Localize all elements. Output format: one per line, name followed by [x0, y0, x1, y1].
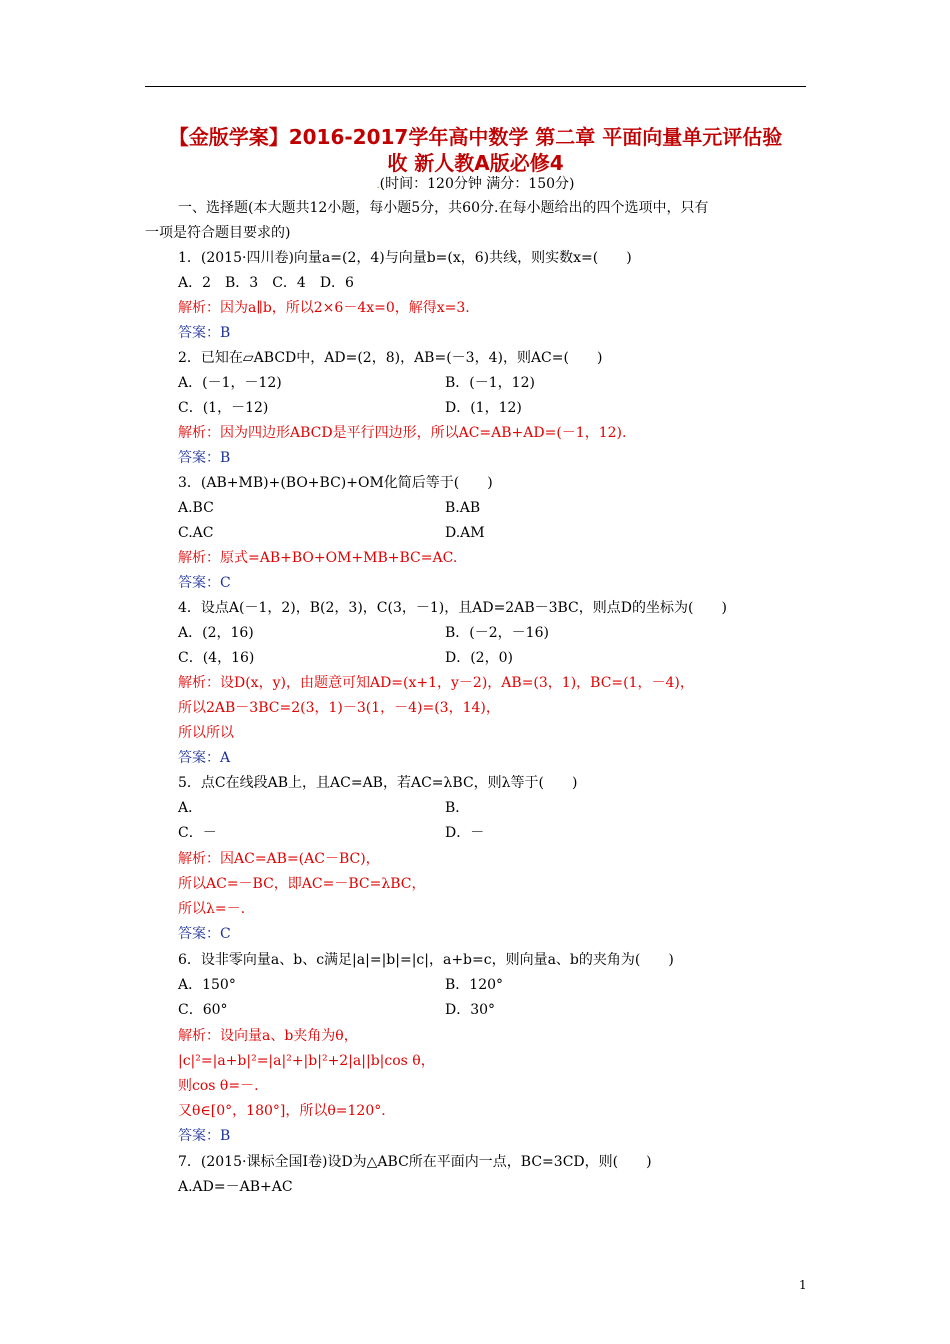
q3-option-a: A.BC: [178, 500, 214, 516]
header-rule: [145, 86, 806, 87]
q5-answer: 答案：C: [178, 926, 231, 942]
q5-analysis-2: 所以AC=－BC，即AC=－BC=λBC，: [178, 876, 426, 892]
stray-dot: .: [376, 180, 380, 191]
q4-analysis-2: 所以2AB－3BC=2(3，1)－3(1，－4)=(3，14)，: [178, 700, 500, 716]
q4-analysis-3: 所以所以: [178, 725, 234, 741]
q6-answer: 答案：B: [178, 1128, 231, 1144]
q6-option-c: C．60°: [178, 1002, 228, 1018]
q3-option-b: B.AB: [445, 500, 481, 516]
q4-analysis-1: 解析：设D(x，y)，由题意可知AD=(x+1，y－2)，AB=(3，1)，BC=(1，－4)，: [178, 675, 694, 691]
q5-analysis-3: 所以λ=－.: [178, 901, 246, 917]
q2-stem: 2．已知在▱ABCD中，AD=(2，8)，AB=(－3，4)，则AC=( ): [178, 350, 603, 366]
q3-option-c: C.AC: [178, 525, 214, 541]
q4-answer: 答案：A: [178, 750, 231, 766]
q5-stem: 5．点C在线段AB上，且AC=AB，若AC=λBC，则λ等于( ): [178, 775, 578, 791]
section-intro-1: 一、选择题(本大题共12小题，每小题5分，共60分.在每小题给出的四个选项中，只有: [178, 200, 709, 216]
q6-analysis-4: 又θ∈[0°，180°]，所以θ=120°.: [178, 1103, 386, 1119]
q2-option-a: A．(－1，－12): [178, 375, 282, 391]
q3-analysis: 解析：原式=AB+BO+OM+MB+BC=AC.: [178, 550, 458, 566]
q6-analysis-2: |c|²=|a+b|²=|a|²+|b|²+2|a||b|cos θ，: [178, 1053, 435, 1069]
q2-answer: 答案：B: [178, 450, 231, 466]
q6-option-b: B．120°: [445, 977, 504, 993]
q5-analysis-1: 解析：因AC=AB=(AC－BC)，: [178, 851, 380, 867]
q5-option-b: B．: [445, 800, 470, 816]
q4-stem: 4．设点A(－1，2)，B(2，3)，C(3，－1)，且AD=2AB－3BC，则点D的坐标为( ): [178, 600, 727, 616]
q2-option-c: C．(1，－12): [178, 400, 269, 416]
q6-option-a: A．150°: [178, 977, 236, 993]
q3-answer: 答案：C: [178, 575, 231, 591]
document-title: [145, 124, 806, 176]
q4-option-d: D．(2，0): [445, 650, 513, 666]
q1-answer: 答案：B: [178, 325, 231, 341]
page-number: 1: [799, 1278, 807, 1292]
q3-stem: 3．(AB+MB)+(BO+BC)+OM化简后等于( ): [178, 475, 493, 491]
q4-option-a: A．(2，16): [178, 625, 254, 641]
q4-option-c: C．(4，16): [178, 650, 255, 666]
q3-option-d: D.AM: [445, 525, 485, 541]
q6-option-d: D．30°: [445, 1002, 496, 1018]
q6-stem: 6．设非零向量a、b、c满足|a|=|b|=|c|，a+b=c，则向量a、b的夹角为( ): [178, 952, 674, 968]
q4-option-b: B．(－2，－16): [445, 625, 549, 641]
q7-option-a: A.AD=－AB+AC: [178, 1179, 293, 1195]
q2-option-b: B．(－1，12): [445, 375, 535, 391]
title-line-1: 【金版学案】2016-2017学年高中数学 第二章 平面向量单元评估验: [168, 125, 783, 149]
section-intro-2: 一项是符合题目要求的): [145, 225, 291, 241]
exam-info: [145, 174, 806, 196]
exam-time-score: (时间：120分钟 满分：150分): [379, 176, 575, 192]
q5-option-a: A．: [178, 800, 203, 816]
q5-option-d: D．－: [445, 825, 485, 841]
title-line-2: 收 新人教A版必修4: [387, 151, 564, 175]
q7-stem: 7．(2015·课标全国Ⅰ卷)设D为△ABC所在平面内一点，BC=3CD，则( ): [178, 1154, 652, 1170]
q1-stem: 1．(2015·四川卷)向量a=(2，4)与向量b=(x，6)共线，则实数x=( ): [178, 250, 632, 266]
q1-analysis: 解析：因为a∥b，所以2×6－4x=0，解得x=3.: [178, 300, 470, 316]
q2-analysis: 解析：因为四边形ABCD是平行四边形，所以AC=AB+AD=(－1，12).: [178, 425, 627, 441]
q1-options: A．2 B．3 C．4 D．6: [178, 275, 354, 291]
q2-option-d: D．(1，12): [445, 400, 522, 416]
q6-analysis-3: 则cos θ=－.: [178, 1078, 259, 1094]
q5-option-c: C．－: [178, 825, 217, 841]
q6-analysis-1: 解析：设向量a、b夹角为θ，: [178, 1028, 358, 1044]
